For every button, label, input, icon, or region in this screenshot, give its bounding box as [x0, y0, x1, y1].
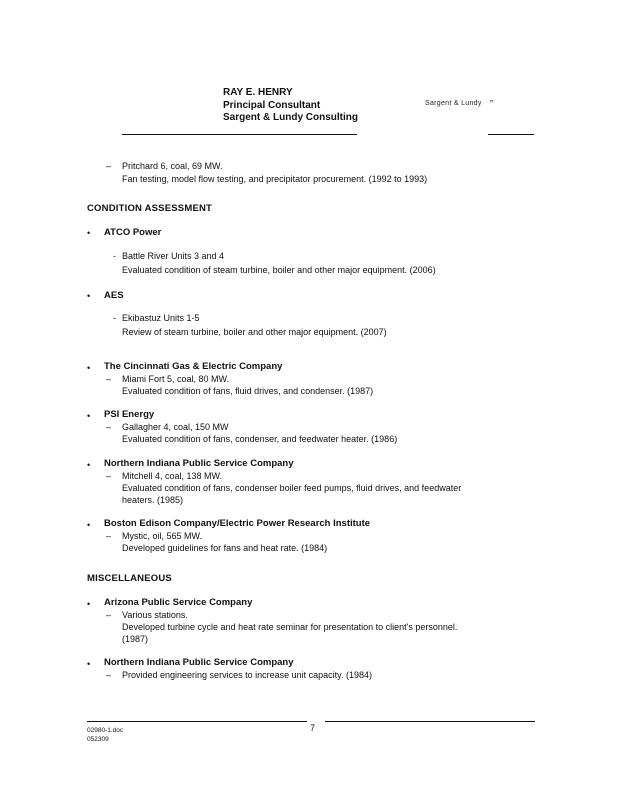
bullet-icon: •	[87, 460, 91, 470]
bullet-icon: •	[87, 411, 91, 421]
org-name: Northern Indiana Public Service Company	[104, 657, 294, 668]
project-description: Review of steam turbine, boiler and other major equipment. (2007)	[122, 327, 387, 337]
project-line: Various stations.	[122, 610, 188, 620]
project-description: Developed turbine cycle and heat rate seminar for presentation to client's personnel.	[122, 622, 458, 632]
project-line: Mystic, oil, 565 MW.	[122, 531, 203, 541]
project-description: Evaluated condition of steam turbine, boiler and other major equipment. (2006)	[122, 265, 436, 275]
bullet-icon: •	[87, 363, 91, 373]
section-heading-condition-assessment: CONDITION ASSESSMENT	[87, 203, 213, 214]
bullet-icon: •	[87, 291, 91, 301]
project-line: Mitchell 4, coal, 138 MW.	[122, 471, 223, 481]
header-rule-right	[488, 134, 534, 135]
project-description: Evaluated condition of fans, fluid drives, and condenser. (1987)	[122, 386, 374, 396]
bullet-icon: •	[87, 520, 91, 530]
project-description-continued: (1987)	[122, 634, 149, 644]
dash-marker: –	[106, 161, 112, 171]
footer-rule-right	[325, 721, 535, 722]
dash-marker: –	[106, 610, 112, 620]
bullet-icon: •	[87, 228, 91, 238]
dash-marker: –	[106, 471, 112, 481]
dash-marker: –	[106, 531, 112, 541]
logo-text: Sargent & Lundy	[425, 100, 482, 107]
project-line: Miami Fort 5, coal, 80 MW.	[122, 374, 230, 384]
org-name: PSI Energy	[104, 409, 155, 420]
project-description-continued: heaters. (1985)	[122, 495, 184, 505]
bullet-icon: •	[87, 659, 91, 669]
footer-date-code: 052309	[87, 736, 109, 743]
project-line: Battle River Units 3 and 4	[122, 251, 225, 261]
org-name: AES	[104, 290, 124, 301]
footer-rule-left	[87, 721, 307, 722]
project-line: Gallagher 4, coal, 150 MW	[122, 422, 229, 432]
dash-marker: –	[106, 670, 112, 680]
dash-marker: –	[106, 422, 112, 432]
org-name: Boston Edison Company/Electric Power Research Institute	[104, 518, 371, 529]
company-logo	[425, 99, 494, 107]
section-heading-miscellaneous: MISCELLANEOUS	[87, 573, 172, 584]
person-title: Principal Consultant	[223, 100, 321, 111]
dash-marker: –	[106, 374, 112, 384]
dash-marker: -	[113, 251, 116, 261]
project-description: Provided engineering services to increase unit capacity. (1984)	[122, 670, 372, 680]
person-name: RAY E. HENRY	[223, 87, 293, 98]
org-name: ATCO Power	[104, 227, 162, 238]
page-number: 7	[310, 723, 316, 733]
project-line: Ekibastuz Units 1-5	[122, 313, 200, 323]
dash-marker: -	[113, 313, 116, 323]
project-description: Evaluated condition of fans, condenser, and feedwater heater. (1986)	[122, 434, 398, 444]
header-rule-left	[122, 134, 357, 135]
org-name: Northern Indiana Public Service Company	[104, 458, 294, 469]
bullet-icon: •	[87, 599, 91, 609]
company-name: Sargent & Lundy Consulting	[223, 112, 358, 123]
footer-doc-id: 02980-1.doc	[87, 727, 124, 734]
project-description: Developed guidelines for fans and heat rate. (1984)	[122, 543, 328, 553]
project-description: Evaluated condition of fans, condenser boiler feed pumps, fluid drives, and feedwater	[122, 483, 462, 493]
org-name: The Cincinnati Gas & Electric Company	[104, 361, 283, 372]
logo-mark-icon: ꟸ	[489, 100, 494, 107]
project-description: Fan testing, model flow testing, and precipitator procurement. (1992 to 1993)	[122, 174, 428, 184]
project-line: Pritchard 6, coal, 69 MW.	[122, 161, 223, 171]
org-name: Arizona Public Service Company	[104, 597, 253, 608]
